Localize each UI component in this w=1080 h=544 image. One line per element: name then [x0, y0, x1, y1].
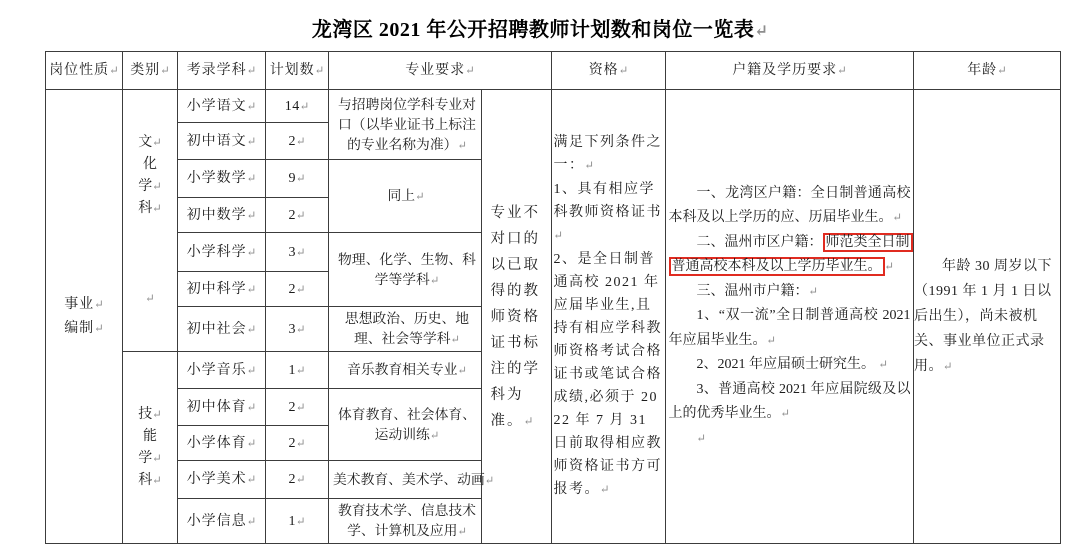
cell-subject: 小学体育↵ [178, 426, 266, 461]
highlight-box: 师范类全日制普通高校本科及以上学历毕业生。 [669, 233, 913, 277]
col-header-qualification: 资格↵ [552, 52, 666, 90]
cell-major-req: 教育技术学、信息技术学、计算机及应用↵ [329, 499, 482, 544]
cell-subject: 小学音乐↵ [178, 352, 266, 389]
cell-count: 1↵ [266, 352, 329, 389]
household-para-3: 三、温州市户籍：↵ [696, 283, 819, 299]
cell-count: 1↵ [266, 499, 329, 544]
qualification-item-1: 1、具有相应学科教师资格证书↵ [553, 182, 662, 242]
cell-age: 年龄 30 周岁以下（1991 年 1 月 1 日以后出生），尚未被机关、事业单位正式录用。↵ [914, 90, 1061, 544]
cell-count: 2↵ [266, 461, 329, 499]
household-para-1: 一、龙湾区户籍：全日制普通高校本科及以上学历的应、历届毕业生。↵ [668, 185, 911, 226]
qualification-intro: 满足下列条件之一：↵ [553, 135, 662, 173]
cell-major-req: 美术教育、美术学、动画↵ [329, 461, 482, 499]
col-header-position-nature: 岗位性质↵ [46, 52, 123, 90]
cell-subject: 初中语文↵ [178, 123, 266, 160]
household-para-4: 1、“双一流”全日制普通高校 2021 年应届毕业生。↵ [668, 308, 911, 348]
cell-qualification [552, 90, 666, 544]
cell-subject: 小学信息↵ [178, 499, 266, 544]
col-header-household-education: 户籍及学历要求↵ [666, 52, 914, 90]
cell-major-req: 体育教育、社会体育、运动训练↵ [329, 389, 482, 461]
cell-subject: 小学语文↵ [178, 90, 266, 123]
table-row [46, 90, 1061, 123]
cell-major-req: 物理、化学、生物、科学等学科↵ [329, 233, 482, 307]
cell-count: 3↵ [266, 307, 329, 352]
household-para-6: 3、普通高校 2021 年应届院级及以上的优秀毕业生。↵ [668, 381, 911, 422]
cell-subject: 小学数学↵ [178, 160, 266, 198]
col-header-category: 类别↵ [123, 52, 178, 90]
header-row [46, 52, 1061, 90]
cell-count: 9↵ [266, 160, 329, 198]
cell-subject: 小学美术↵ [178, 461, 266, 499]
qualification-item-2: 2、是全日制普通高校 2021 年应届毕业生,且持有相应学科教师资格考试合格证书或笔试合格成绩,必须于 2022 年 7 月 31 日前取得相应教师资格证书方可报考。↵ [553, 252, 662, 497]
col-header-age: 年龄↵ [914, 52, 1061, 90]
household-para-5: 2、2021 年应届硕士研究生。 ↵ [696, 357, 889, 373]
cell-subject: 初中科学↵ [178, 272, 266, 307]
cell-household-education [666, 90, 914, 544]
cell-count: 2↵ [266, 123, 329, 160]
col-header-subject: 考录学科↵ [178, 52, 266, 90]
recruitment-table [45, 51, 1061, 544]
document-title: 龙湾区 2021 年公开招聘教师计划数和岗位一览表↵ [311, 19, 769, 41]
cell-subject: 初中社会↵ [178, 307, 266, 352]
household-para-2: 二、温州市区户籍： 师范类全日制普通高校本科及以上学历毕业生。 ↵ [669, 231, 911, 280]
cell-category-culture: 文↵ 化 学↵ 科↵ ↵ [123, 90, 178, 352]
cell-position-nature: 事业↵ 编制↵ [46, 90, 123, 544]
cell-major-req: 与招聘岗位学科专业对口（以毕业证书上标注的专业名称为准）↵ [329, 90, 482, 160]
cell-category-skill: 技↵ 能 学↵ 科↵ [123, 352, 178, 544]
cell-count: 2↵ [266, 272, 329, 307]
cell-count: 14↵ [266, 90, 329, 123]
col-header-major-requirement: 专业要求↵ [329, 52, 552, 90]
cell-major-req: 思想政治、历史、地理、社会等学科↵ [329, 307, 482, 352]
cell-subject: 初中体育↵ [178, 389, 266, 426]
col-header-planned-count: 计划数↵ [266, 52, 329, 90]
cell-major-req: 音乐教育相关专业↵ [329, 352, 482, 389]
cell-count: 2↵ [266, 389, 329, 426]
cell-subject: 小学科学↵ [178, 233, 266, 272]
cell-major-req: 同上↵ [329, 160, 482, 233]
household-para-7: ↵ [696, 432, 707, 445]
cell-count: 2↵ [266, 426, 329, 461]
cell-count: 3↵ [266, 233, 329, 272]
cell-mismatch-note: 专业不对口的以已取得的教师资格证书标注的学科为准。↵ [482, 90, 552, 544]
cell-count: 2↵ [266, 198, 329, 233]
cell-subject: 初中数学↵ [178, 198, 266, 233]
